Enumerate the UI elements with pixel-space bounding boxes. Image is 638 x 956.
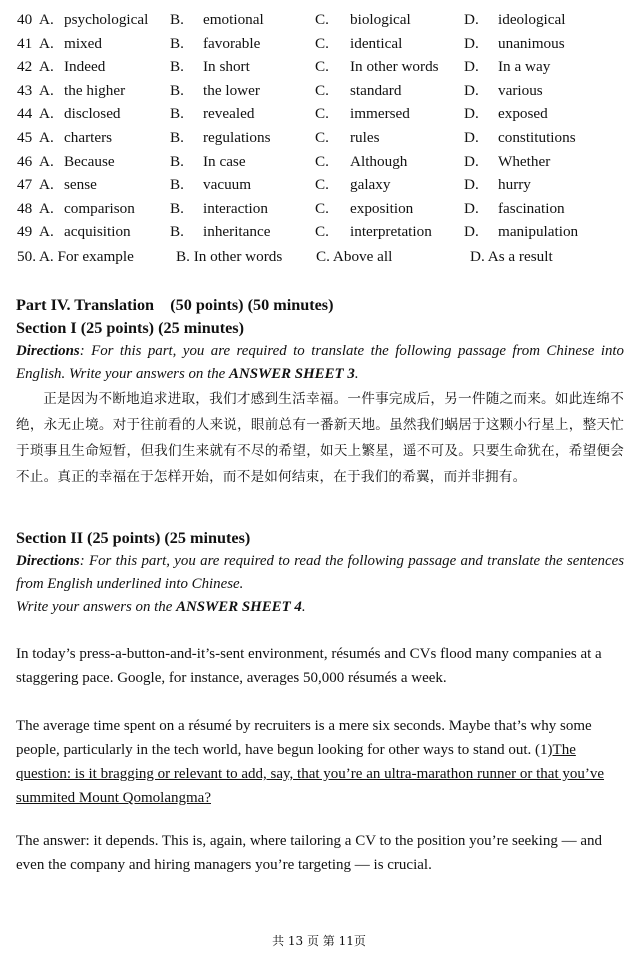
option-d-text: ideological [498,11,566,28]
section-ii [16,527,624,619]
option-d-text: various [498,81,543,99]
option-a-text: sense [64,176,97,194]
option-letter: B. [170,128,184,146]
option-text: 50. A. For example [17,247,134,265]
option-b-text: inheritance [203,223,271,241]
option-a-text: disclosed [64,105,121,123]
option-c-text: interpretation [350,223,432,241]
option-d-text: manipulation [498,223,579,241]
option-letter: D. [464,223,479,241]
chinese-passage: 正是因为不断地追求进取，我们才感到生活幸福。一件事完成后，另一件随之而来。如此连绵不绝，永无止境。对于往前看的人来说，眼前总有一番新天地。虽然我们蜗居于这颗小行星上，整天忙于琐事且生命短暂，但我们生来就有不尽的希望，如天上繁星，遥不可及。只要生命犹在，希望便会不止。真正的幸福在于怎样开始，而不是如何结束，在于我们的希翼，而并非拥有。 [16,391,624,485]
option-letter: C. [315,199,329,217]
option-a-text: charters [64,128,113,146]
option-letter: B. [170,152,184,170]
option-letter: A. [39,34,54,52]
option-letter: B. [170,34,184,52]
option-letter: B. [170,105,184,123]
option-letter: D. [464,105,479,123]
passage-paragraph-2: The average time spent on a résumé by recruiters is a mere six seconds. Maybe that’s why some people, particularly in the tech world, have begun looking for other ways to stand out. (1)The question: is it bragging or relevant to add, say, that you’re an ultra-marathon runner or that you’ve summited Mount Qomolangma? [16,718,605,806]
passage-paragraph-3: The answer: it depends. This is, again, where tailoring a CV to the position you’re seeking — and even the company and hiring managers you’re targeting — is crucial. [16,833,602,873]
question-number: 42 [17,58,33,76]
option-letter: C. [315,176,329,194]
option-a-text: comparison [64,199,135,217]
option-letter: A. [39,81,54,99]
option-d-text: unanimous [498,34,565,52]
option-b-text: In case [203,152,246,170]
underlined-sentence: The question: is it bragging or relevant to add, say, that you’re an ultra-marathon runner or that you’ve summited Mount Qomolangma? [16,742,605,806]
option-letter: D. [464,11,479,28]
option-a-text: psychological [64,11,149,28]
option-d-text: fascination [498,199,565,217]
question-number: 43 [17,81,33,99]
option-letter: A. [39,105,54,123]
option-c-text: exposition [350,199,414,217]
option-letter: B. [170,223,184,241]
option-letter: A. [39,223,54,241]
option-letter: A. [39,128,54,146]
option-letter: C. [315,152,329,170]
option-c-text: Although [350,152,408,170]
section-ii-heading: Section II (25 points) (25 minutes) [16,529,251,547]
option-b-text: the lower [203,81,260,99]
option-letter: A. [39,176,54,194]
option-letter: C. [315,128,329,146]
option-letter: D. [464,58,479,76]
option-a-text: the higher [64,81,126,99]
option-d-text: exposed [498,105,548,123]
option-letter: B. [170,58,184,76]
question-number: 45 [17,128,33,146]
option-b-text: vacuum [203,176,252,194]
option-c-text: In other words [350,58,439,76]
option-letter: B. [170,11,184,28]
option-c-text: rules [350,128,380,146]
option-letter: D. [464,128,479,146]
question-number: 44 [17,105,33,123]
question-number: 46 [17,152,33,170]
option-d-text: constitutions [498,128,576,146]
option-letter: C. [315,11,329,28]
question-number: 41 [17,34,33,52]
option-text: B. In other words [176,247,283,265]
option-text: C. Above all [316,247,393,265]
option-c-text: immersed [350,105,410,123]
page-footer: 共 13 页 第 11页 [272,934,366,948]
option-letter: D. [464,34,479,52]
question-number: 48 [17,199,33,217]
option-b-text: revealed [203,105,255,123]
option-b-text: regulations [203,128,271,146]
option-c-text: biological [350,11,411,28]
part-iv-header [16,294,624,490]
option-b-text: emotional [203,11,264,28]
option-letter: C. [315,81,329,99]
option-b-text: favorable [203,34,261,52]
option-b-text: interaction [203,199,268,217]
option-letter: A. [39,11,54,28]
option-c-text: galaxy [350,176,391,194]
option-letter: B. [170,81,184,99]
section-i-directions: Directions: For this part, you are required to translate the following passage from Chinese into English. Write your answers on the ANSWER SHEET 3. [16,343,624,382]
option-a-text: Indeed [64,58,106,76]
option-d-text: hurry [498,176,531,194]
option-letter: A. [39,152,54,170]
option-letter: C. [315,34,329,52]
option-b-text: In short [203,58,250,76]
option-c-text: standard [350,81,402,99]
option-a-text: mixed [64,34,102,52]
option-letter: A. [39,58,54,76]
option-d-text: Whether [498,152,551,170]
option-a-text: Because [64,152,115,170]
option-letter: C. [315,58,329,76]
option-letter: B. [170,199,184,217]
option-text: D. As a result [470,247,553,265]
part-iv-heading: Part IV. Translation (50 points) (50 minutes) [16,296,334,314]
option-letter: C. [315,105,329,123]
option-letter: C. [315,223,329,241]
passage-paragraph-1: In today’s press-a-button-and-it’s-sent environment, résumés and CVs flood many companies at a staggering pace. Google, for instance, averages 50,000 résumés a week. [16,646,602,686]
option-letter: D. [464,81,479,99]
question-number: 49 [17,223,33,241]
option-c-text: identical [350,34,403,52]
option-letter: D. [464,152,479,170]
option-letter: B. [170,176,184,194]
option-letter: A. [39,199,54,217]
option-letter: D. [464,176,479,194]
option-a-text: acquisition [64,223,131,241]
question-number: 47 [17,176,33,194]
option-letter: D. [464,199,479,217]
question-number: 40 [17,11,33,28]
option-d-text: In a way [498,58,551,76]
section-ii-directions: Directions: For this part, you are required to read the following passage and translate the sentences from English underlined into Chinese. Write your answers on the ANSWER SHEET 4. [16,553,624,615]
section-i-heading: Section I (25 points) (25 minutes) [16,319,244,337]
